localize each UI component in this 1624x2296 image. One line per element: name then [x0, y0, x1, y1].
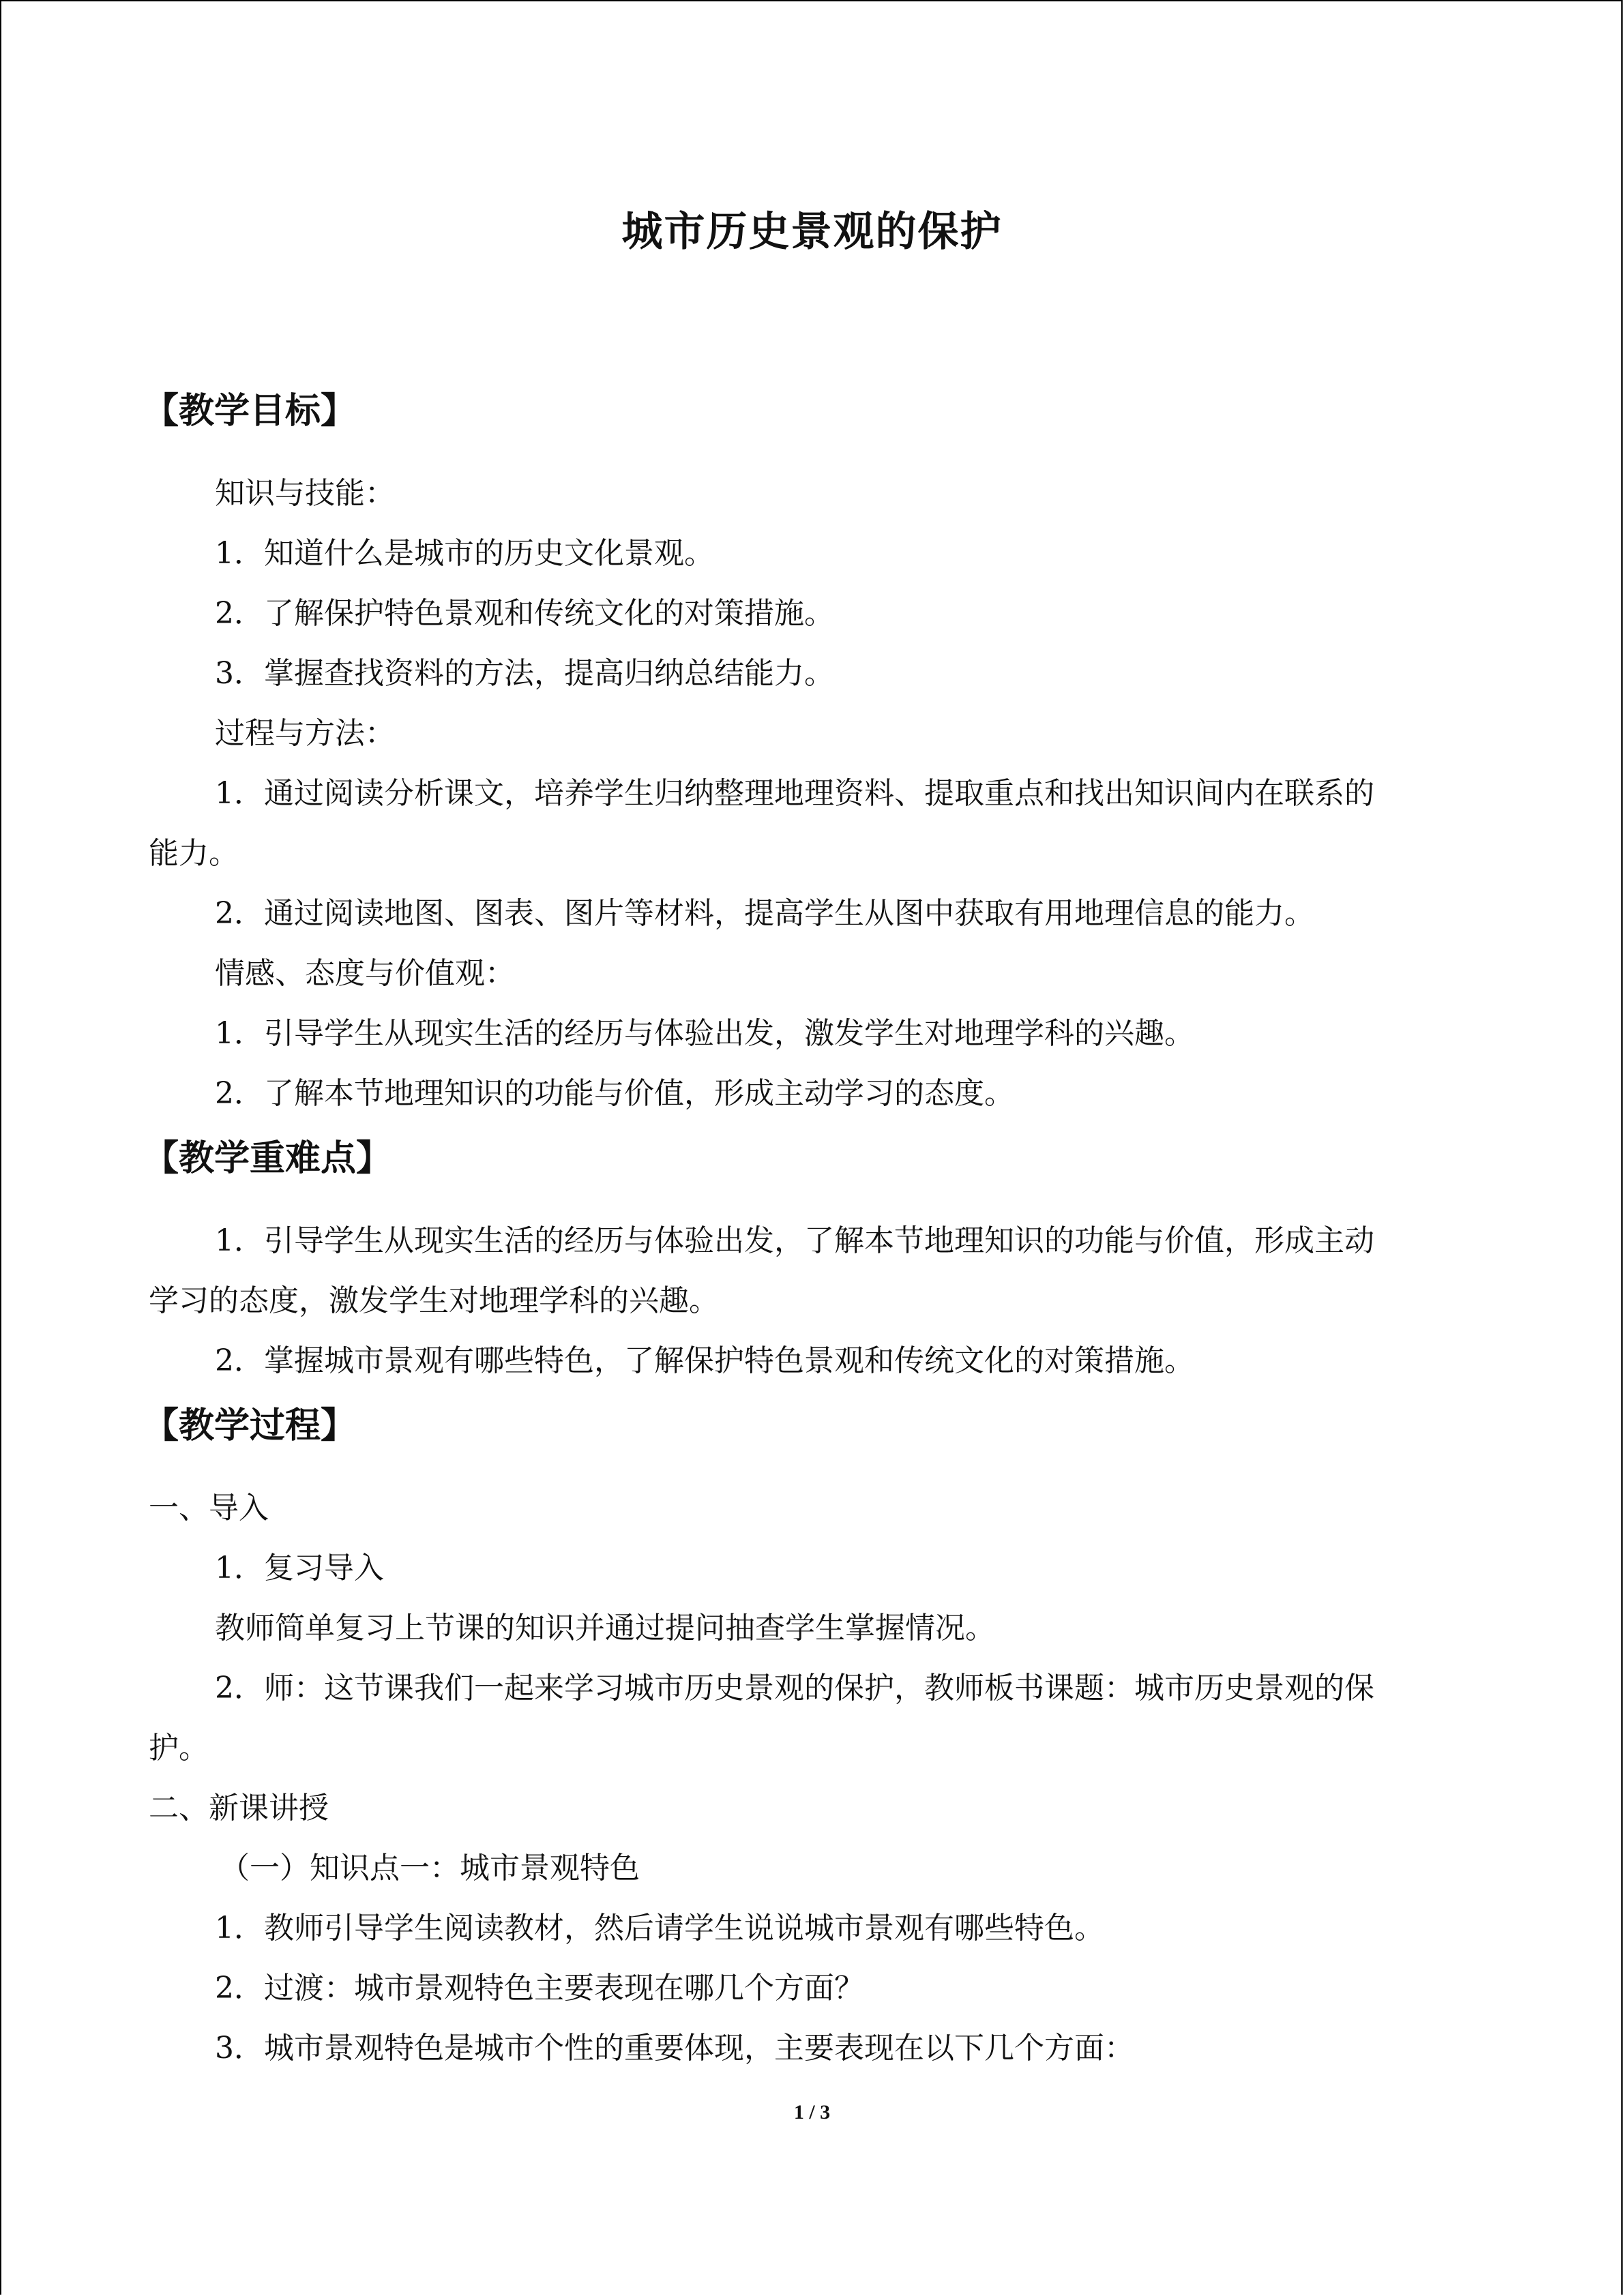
- process-line: 1．教师引导学生阅读教材，然后请学生说说城市景观有哪些特色。: [215, 1911, 1104, 1945]
- objectives-line: 1．引导学生从现实生活的经历与体验出发，激发学生对地理学科的兴趣。: [215, 1016, 1194, 1051]
- process-line: 教师简单复习上节课的知识并通过提问抽查学生掌握情况。: [215, 1611, 995, 1645]
- process-line: 1．复习导入: [215, 1551, 384, 1585]
- process-line: 2．师：这节课我们一起来学习城市历史景观的保护，教师板书课题：城市历史景观的保: [215, 1671, 1374, 1705]
- objectives-line: 1．通过阅读分析课文，培养学生归纳整理地理资料、提取重点和找出知识间内在联系的: [215, 776, 1374, 811]
- process-line: 3．城市景观特色是城市个性的重要体现，主要表现在以下几个方面：: [215, 2031, 1134, 2066]
- objectives-line: 3．掌握查找资料的方法，提高归纳总结能力。: [215, 656, 834, 691]
- process-line: 一、导入: [149, 1491, 269, 1525]
- key-points-line: 2．掌握城市景观有哪些特色，了解保护特色景观和传统文化的对策措施。: [215, 1343, 1194, 1378]
- section-heading-process: 【教学过程】: [143, 1405, 357, 1446]
- document-title: 城市历史景观的保护: [621, 208, 1003, 256]
- objectives-line: 2．了解保护特色景观和传统文化的对策措施。: [215, 596, 834, 631]
- section-heading-objectives: 【教学目标】: [143, 391, 357, 432]
- key-points-line: 学习的态度，激发学生对地理学科的兴趣。: [149, 1283, 719, 1318]
- objectives-line: 情感、态度与价值观：: [215, 956, 515, 991]
- process-line: 二、新课讲授: [149, 1791, 329, 1825]
- process-line: 2．过渡：城市景观特色主要表现在哪几个方面？: [215, 1971, 864, 2006]
- process-line: （一）知识点一：城市景观特色: [220, 1851, 640, 1885]
- key-points-line: 1．引导学生从现实生活的经历与体验出发，了解本节地理知识的功能与价值，形成主动: [215, 1223, 1374, 1258]
- objectives-line: 2．通过阅读地图、图表、图片等材料，提高学生从图中获取有用地理信息的能力。: [215, 896, 1314, 931]
- objectives-line: 1．知道什么是城市的历史文化景观。: [215, 536, 714, 571]
- page-number: 1 / 3: [793, 2101, 831, 2123]
- process-line: 护。: [149, 1731, 209, 1765]
- objectives-line: 能力。: [149, 836, 239, 871]
- section-heading-key-points: 【教学重难点】: [143, 1138, 392, 1179]
- objectives-line: 过程与方法：: [215, 716, 395, 751]
- objectives-line: 知识与技能：: [215, 476, 395, 511]
- objectives-line: 2．了解本节地理知识的功能与价值，形成主动学习的态度。: [215, 1076, 1014, 1111]
